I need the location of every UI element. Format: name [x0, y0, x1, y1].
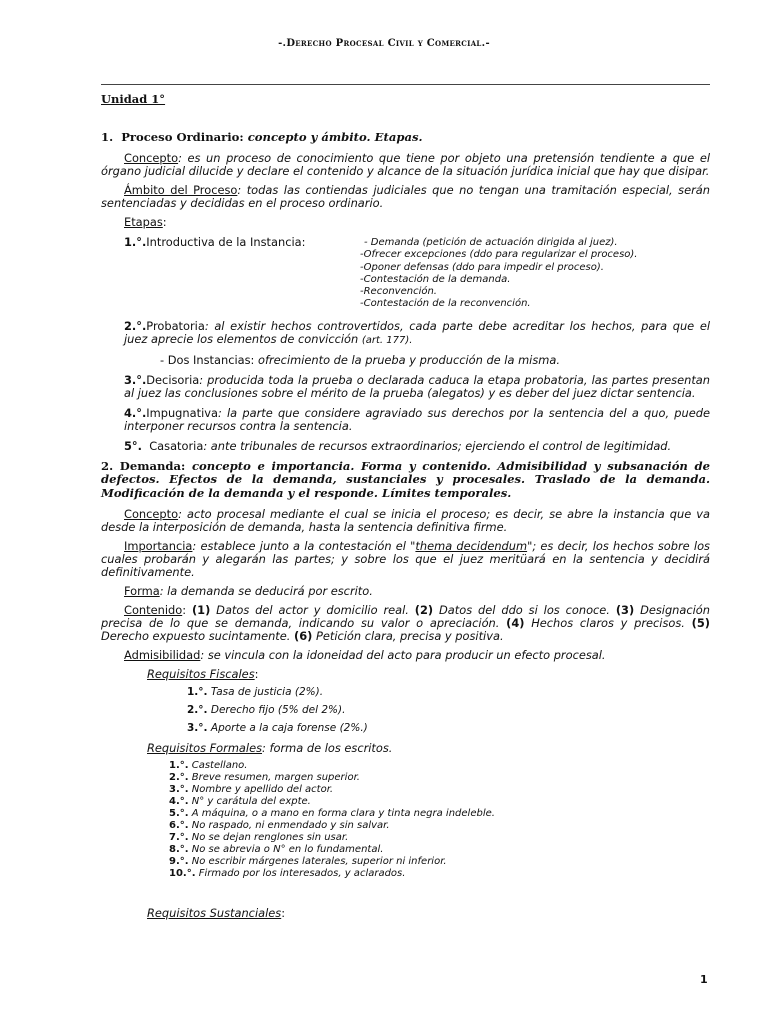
header-rule	[101, 84, 710, 85]
etapa-5-label: Casatoria	[149, 438, 204, 453]
etapa-2-ref: (art. 177).	[361, 334, 413, 346]
requisitos-sustanciales-label: Requisitos Sustanciales	[147, 906, 282, 921]
dos-instancias	[160, 354, 710, 367]
contenido-text: Hechos claros y precisos.	[524, 616, 692, 631]
contenido-number: (6)	[294, 629, 313, 644]
section-1-subtitle: concepto y ámbito. Etapas.	[247, 130, 423, 144]
contenido-text: Datos del actor y domicilio real.	[210, 603, 415, 618]
list-item-number: 1.°.	[187, 686, 208, 699]
list-item	[169, 760, 710, 772]
list-item-number: 2.°.	[169, 772, 189, 784]
etapa-1-item: -Contestación de la reconvención.	[360, 298, 531, 310]
s2-importancia-term: thema decidendum	[415, 539, 528, 554]
list-item	[187, 686, 710, 699]
list-item-number: 2.°.	[187, 704, 208, 717]
list-item	[169, 796, 710, 808]
list-item	[169, 868, 710, 880]
etapa-1-item: -Contestación de la demanda.	[360, 273, 511, 285]
etapa-2-label: Probatoria	[146, 318, 205, 333]
s1-etapas: Etapas:	[124, 215, 167, 229]
contenido-number: (5)	[691, 616, 711, 631]
requisitos-fiscales-label: Requisitos Fiscales	[147, 667, 255, 682]
list-item	[169, 856, 710, 868]
list-item-number: 3.°.	[169, 784, 189, 796]
requisitos-formales-label: Requisitos Formales	[147, 741, 263, 756]
s2-admisibilidad-label: Admisibilidad	[124, 648, 201, 663]
list-item	[169, 820, 710, 832]
list-item	[187, 704, 710, 717]
etapa-3-number: 3.°.	[124, 372, 147, 387]
s2-concepto-text: : acto procesal mediante el cual se inicia el proceso; es decir, se abre la instancia que va desde la interposición de demanda, hasta la sentencia definitiva firme.	[101, 507, 710, 535]
etapa-3	[124, 374, 710, 400]
requisitos-sustanciales	[147, 907, 710, 920]
list-item-text: No se dejan renglones sin usar.	[188, 832, 349, 844]
etapa-1-label: Introductiva de la Instancia:	[146, 235, 306, 249]
list-item-text: Nombre y apellido del actor.	[188, 784, 334, 796]
s1-etapas-label: Etapas	[124, 215, 163, 229]
list-item-text: Aporte a la caja forense (2%.)	[207, 722, 368, 735]
s2-concepto	[101, 508, 710, 534]
list-item-text: Castellano.	[188, 760, 248, 772]
etapa-5	[124, 440, 710, 453]
s1-concepto	[101, 152, 710, 178]
requisitos-sustanciales-colon: :	[281, 906, 286, 921]
list-item-number: 5.°.	[169, 808, 189, 820]
page-number: 1	[700, 973, 708, 986]
requisitos-formales	[147, 742, 710, 755]
s2-importancia-label: Importancia	[124, 539, 193, 554]
etapa-1-number: 1.°.	[124, 235, 147, 249]
etapa-2-number: 2.°.	[124, 318, 147, 333]
etapa-4-number: 4.°.	[124, 405, 147, 420]
s2-forma-label: Forma	[124, 584, 160, 599]
requisitos-fiscales: Requisitos Fiscales:	[147, 667, 259, 682]
list-item-text: Derecho fijo (5% del 2%).	[207, 704, 346, 717]
list-item-number: 1.°.	[169, 760, 189, 772]
etapa-3-label: Decisoria	[146, 372, 200, 387]
s1-ambito-text: : todas las contiendas judiciales que no tengan una tramitación especial, serán sentenciadas y decididas en el proceso ordinario.	[101, 183, 710, 210]
etapa-1	[124, 236, 710, 311]
list-item-number: 4.°.	[169, 796, 189, 808]
list-item	[169, 772, 710, 784]
contenido-text: Petición clara, precisa y positiva.	[312, 629, 504, 644]
section-1-number: 1.	[101, 130, 114, 144]
list-item-text: Firmado por los interesados, y aclarados.	[195, 868, 406, 880]
document-header: -.Derecho Procesal Civil y Comercial.-	[278, 38, 490, 49]
list-item-text: A máquina, o a mano en forma clara y tinta negra indeleble.	[188, 808, 495, 820]
s2-contenido-label: Contenido	[124, 603, 183, 618]
list-item-text: No escribir márgenes laterales, superior ni inferior.	[188, 856, 447, 868]
s1-ambito-label: Ámbito del Proceso	[124, 183, 238, 197]
etapa-1-item: - Demanda (petición de actuación dirigida al juez).	[364, 237, 618, 248]
contenido-text: Derecho expuesto sucintamente.	[101, 629, 295, 644]
s2-forma	[101, 585, 710, 598]
list-item-number: 7.°.	[169, 832, 189, 844]
etapa-1-list	[360, 237, 638, 311]
list-item-number: 9.°.	[169, 856, 189, 868]
list-item	[169, 832, 710, 844]
dos-instancias-label: - Dos Instancias:	[160, 352, 255, 367]
section-1-heading	[101, 131, 710, 144]
list-item-text: Breve resumen, margen superior.	[188, 772, 360, 784]
s1-ambito	[101, 184, 710, 210]
etapa-5-number: 5°.	[124, 438, 142, 453]
s1-concepto-label: Concepto	[124, 151, 179, 165]
s2-contenido: Contenido: (1) Datos del actor y domicilio real. (2) Datos del ddo si los conoce. (3) Designación precisa de lo que se demanda, indicando su valor o apreciación. (4) Hechos claros y precisos. (5) Derecho expuesto sucintamente. (6) Petición clara, precisa y positiva.	[101, 603, 711, 644]
list-item	[169, 844, 710, 856]
document-body	[101, 92, 710, 920]
s2-importancia-text-b: "; es decir, los hechos sobre los cuales probarán y alegarán las partes; y sobre los que el juez meritüará en la sentencia y decidirá definitivamente.	[101, 539, 710, 580]
list-item-number: 6.°.	[169, 820, 189, 832]
s2-admisibilidad	[101, 649, 710, 662]
unit-title: Unidad 1°	[101, 92, 166, 106]
fiscales-list	[187, 686, 710, 735]
requisitos-formales-text: : forma de los escritos.	[262, 741, 393, 756]
list-item-text: No raspado, ni enmendado y sin salvar.	[188, 820, 390, 832]
section-2-heading	[101, 460, 710, 501]
etapa-3-text: : producida toda la prueba o declarada caduca la etapa probatoria, las partes presentan al juez las conclusiones sobre el mérito de la prueba (alegatos) y es deber del juez dictar sentencia.	[124, 372, 710, 400]
contenido-text: Designación precisa de lo que se demanda, indicando su valor o apreciación.	[101, 603, 710, 631]
etapa-2	[124, 320, 710, 347]
section-1-title: Proceso Ordinario:	[121, 130, 244, 144]
list-item-number: 10.°.	[169, 868, 196, 880]
list-item	[187, 722, 710, 735]
list-item-text: No se abrevia o N° en lo fundamental.	[188, 844, 384, 856]
list-item	[169, 808, 710, 820]
list-item-text: N° y carátula del expte.	[188, 796, 311, 808]
section-2-title: Demanda:	[119, 458, 186, 473]
s1-concepto-text: : es un proceso de conocimiento que tiene por objeto una pretensión tendiente a que el órgano judicial dilucide y declare el contenido y alcance de la situación jurídica inicial que hay que disipar.	[101, 151, 710, 178]
etapa-1-item: -Reconvención.	[360, 286, 437, 298]
contenido-text: Datos del ddo si los conoce.	[433, 603, 616, 618]
s2-admisibilidad-text: : se vincula con la idoneidad del acto para producir un efecto procesal.	[200, 648, 606, 663]
section-2-number: 2.	[101, 458, 114, 473]
etapa-4	[124, 407, 710, 433]
etapa-4-label: Impugnativa	[146, 405, 218, 420]
contenido-number: (4)	[506, 616, 525, 631]
s2-importancia	[101, 540, 710, 579]
contenido-number: (1)	[191, 603, 211, 618]
list-item-text: Tasa de justicia (2%).	[207, 686, 324, 699]
contenido-number: (3)	[615, 603, 635, 618]
formales-list	[169, 760, 710, 880]
etapa-1-item: -Ofrecer excepciones (ddo para regularizar el proceso).	[360, 249, 638, 261]
s2-forma-text: : la demanda se deducirá por escrito.	[159, 584, 373, 599]
list-item	[169, 784, 710, 796]
etapa-4-text: : la parte que considere agraviado sus derechos por la sentencia del a quo, puede interponer recursos contra la sentencia.	[124, 405, 710, 433]
etapa-1-item: -Oponer defensas (ddo para impedir el proceso).	[360, 261, 604, 273]
section-2-subtitle: concepto e importancia. Forma y contenido. Admisibilidad y subsanación de defectos. Efectos de la demanda, sustanciales y procesales. Traslado de la demanda. Modificación de la demanda y el responde. Límites temporales.	[101, 458, 710, 500]
contenido-number: (2)	[414, 603, 434, 618]
dos-instancias-text: ofrecimiento de la prueba y producción de la misma.	[258, 352, 560, 367]
s2-concepto-label: Concepto	[124, 507, 179, 522]
etapa-2-text: : al existir hechos controvertidos, cada parte debe acreditar los hechos, para que el juez aprecie los elementos de convicción	[124, 318, 710, 346]
etapa-5-text: : ante tribunales de recursos extraordinarios; ejerciendo el control de legitimidad.	[203, 438, 672, 453]
s2-importancia-text-a: : establece junto a la contestación el "	[192, 539, 416, 554]
list-item-number: 8.°.	[169, 844, 189, 856]
list-item-number: 3.°.	[187, 722, 208, 735]
